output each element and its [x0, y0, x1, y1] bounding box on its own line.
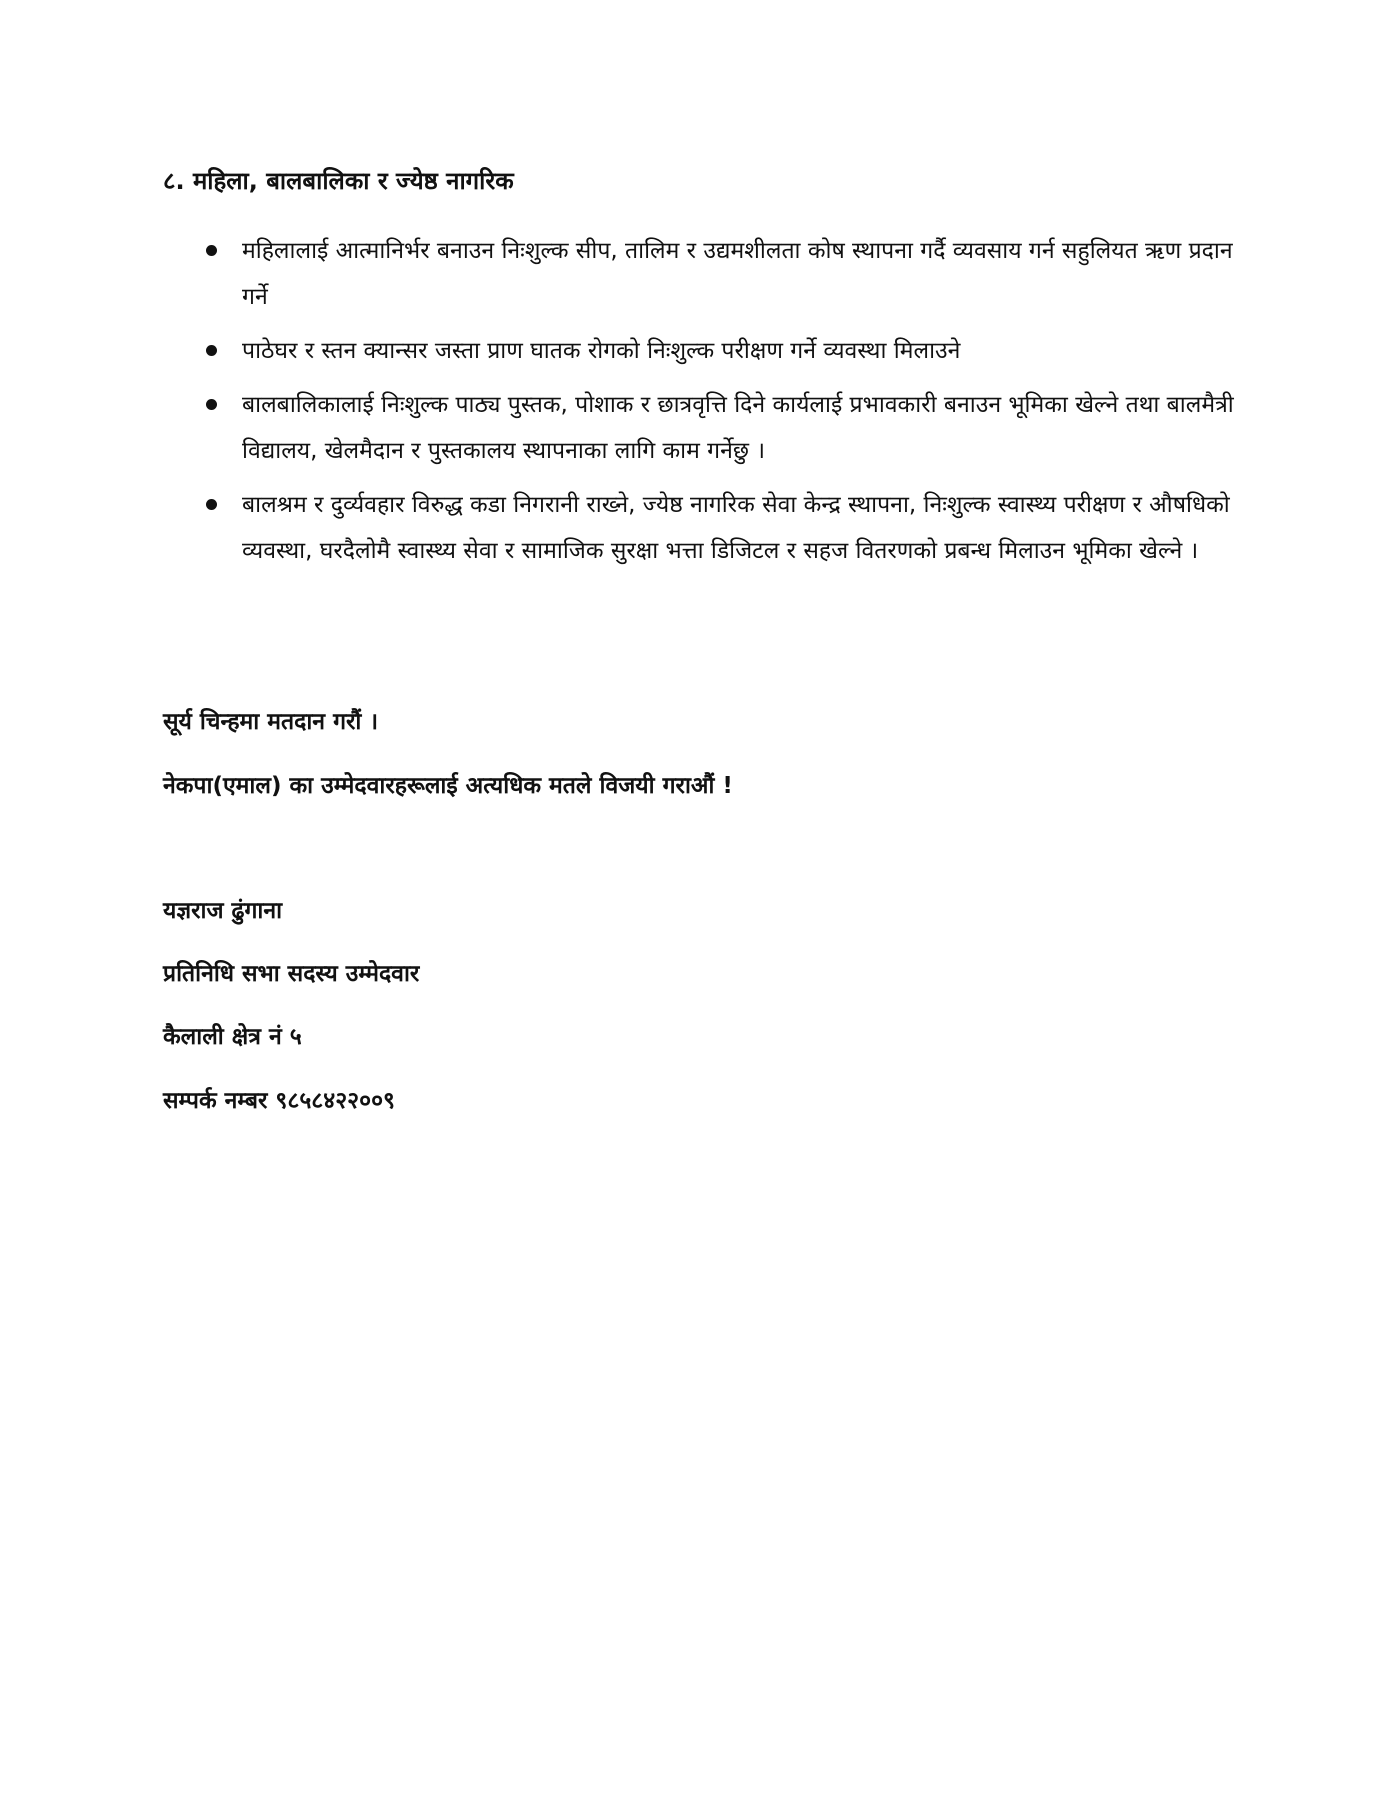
- candidate-role: प्रतिनिधि सभा सदस्य उम्मेदवार: [163, 961, 420, 987]
- list-item: [200, 382, 1240, 474]
- list-item: [200, 328, 1240, 374]
- bullet-dot-icon: [206, 345, 217, 356]
- list-item-text: पाठेघर र स्तन क्यान्सर जस्ता प्राण घातक रोगको निःशुल्क परीक्षण गर्ने व्यवस्था मिलाउने: [242, 338, 961, 364]
- list-item-text: महिलालाई आत्मानिर्भर बनाउन निःशुल्क सीप, तालिम र उद्यमशीलता कोष स्थापना गर्दै व्यवसाय गर्न सहुलियत ऋण प्रदान गर्ने: [242, 238, 1233, 310]
- list-item-text: बालबालिकालाई निःशुल्क पाठ्य पुस्तक, पोशाक र छात्रवृत्ति दिने कार्यलाई प्रभावकारी बनाउन भूमिका खेल्ने तथा बालमैत्री विद्यालय, खेलमैदान र पुस्तकालय स्थापनाका लागि काम गर्नेछु ।: [242, 392, 1234, 464]
- list-item-text: बालश्रम र दुर्व्यवहार विरुद्ध कडा निगरानी राख्ने, ज्येष्ठ नागरिक सेवा केन्द्र स्थापना, निःशुल्क स्वास्थ्य परीक्षण र औषधिको व्यवस्था, घरदैलोमै स्वास्थ्य सेवा र सामाजिक सुरक्षा भत्ता डिजिटल र सहज वितरणको प्रबन्ध मिलाउन भूमिका खेल्ने ।: [242, 492, 1230, 564]
- bullet-dot-icon: [206, 499, 217, 510]
- vote-slogan: सूर्य चिन्हमा मतदान गरौं ।: [163, 709, 379, 735]
- contact-number: सम्पर्क नम्बर ९८५८४२२००९: [163, 1088, 396, 1114]
- constituency: कैलाली क्षेत्र नं ५: [163, 1024, 302, 1050]
- section-heading: ८. महिला, बालबालिका र ज्येष्ठ नागरिक: [163, 167, 514, 195]
- list-item: [200, 482, 1240, 574]
- list-item: [200, 228, 1240, 320]
- candidate-name: यज्ञराज ढुंगाना: [163, 898, 283, 924]
- bullet-list: [200, 228, 1240, 582]
- win-slogan: नेकपा(एमाल) का उम्मेदवारहरूलाई अत्यधिक मतले विजयी गराऔं !: [163, 773, 733, 799]
- bullet-dot-icon: [206, 399, 217, 410]
- bullet-dot-icon: [206, 245, 217, 256]
